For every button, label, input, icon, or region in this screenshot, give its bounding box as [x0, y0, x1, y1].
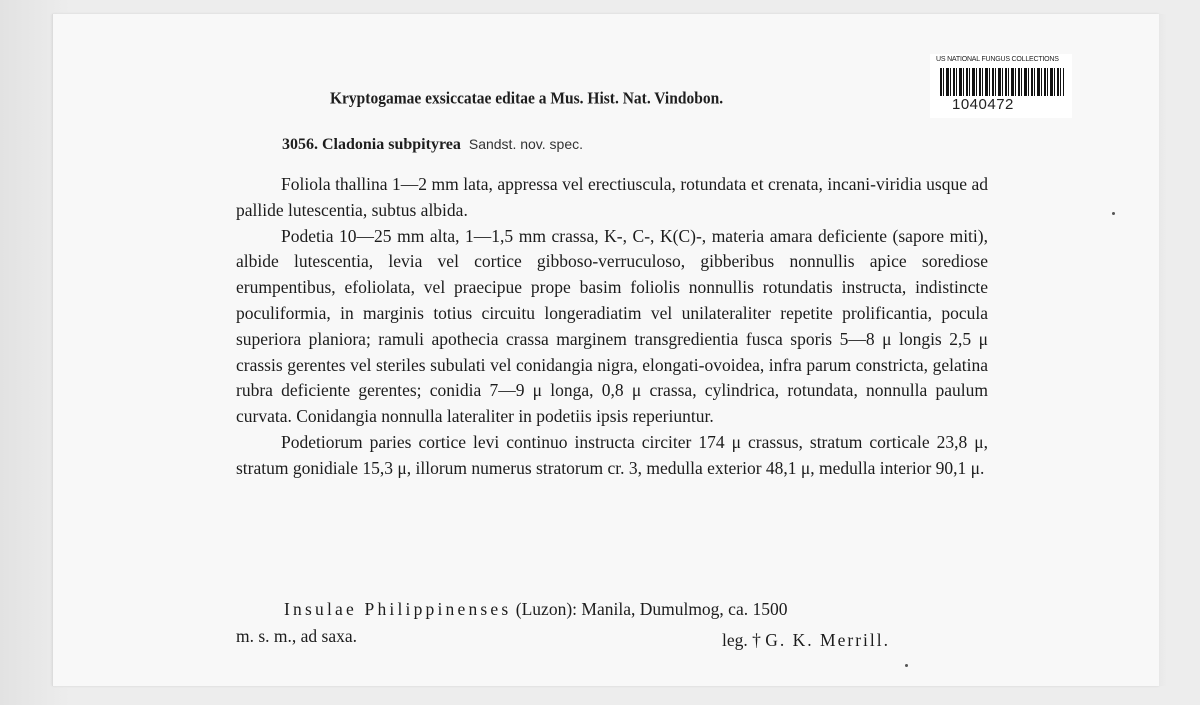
collector-prefix: leg. † — [722, 630, 766, 650]
description-paragraph: Podetia 10—25 mm alta, 1—1,5 mm crassa, K-, C-, K(C)-, materia amara deficiente (sapore miti), albide lutescentia, levia vel cortice gibboso-verruculoso, gibberibus nonnullis apice sorediose erumpentibus, efoliolata, vel praecipue prope basim foliolis nonnullis rotundatis instructa, indistincte poculiformia, in marginis totius circuitu longeradiatim vel unilateraliter repetite prolificantia, pocula superiora planiora; ramuli apothecia crassa marginem transgredientia fusca sporis 5—8 μ longis 2,5 μ crassis gerentes vel steriles subulati vel conidangia nigra, elongati-ovoidea, infra parum constricta, gelatina rubra deficiente gerentes; conidia 7—9 μ longa, 0,8 μ crassa, cylindrica, rotundata, nonnulla paulum curvata. Conidangia nonnulla lateraliter in podetiis ipsis reperiuntur. — [236, 225, 988, 427]
barcode-number: 1040472 — [952, 96, 1014, 113]
description-body — [236, 172, 988, 482]
barcode-header: US NATIONAL FUNGUS COLLECTIONS — [936, 56, 1059, 63]
description-paragraph: Podetiorum paries cortice levi continuo instructa circiter 174 μ crassus, stratum corticale 23,8 μ, stratum gonidiale 15,3 μ, illorum numerus stratorum cr. 3, medulla exterior 48,1 μ, medulla interior 90,1 μ. — [236, 431, 988, 478]
paper-speck — [1112, 212, 1115, 215]
collector-line — [722, 630, 890, 651]
species-author: Sandst. nov. spec. — [468, 136, 583, 152]
species-name: Cladonia subpityrea — [322, 136, 461, 153]
locality-place: Manila, Dumulmog, ca. 1500 — [581, 599, 788, 619]
locality-line — [284, 599, 787, 620]
description-paragraph: Foliola thallina 1—2 mm lata, appressa vel erectiuscula, rotundata et crenata, incani-viridia usque ad pallide lutescentia, subtus albida. — [236, 174, 988, 220]
locality-region: Insulae Philippinenses — [284, 599, 512, 619]
barcode-sticker — [930, 54, 1072, 118]
locality-island: (Luzon): — [515, 599, 578, 619]
species-heading — [282, 136, 583, 154]
collector-name: G. K. Merrill. — [765, 630, 890, 650]
barcode-bars-icon — [940, 68, 1064, 96]
locality-elevation: m. s. m., ad saxa. — [236, 626, 358, 646]
paper-speck — [905, 664, 908, 667]
species-number: 3056. — [282, 136, 318, 153]
label-edge — [1159, 14, 1167, 686]
label-title: Kryptogamae exsiccatae editae a Mus. Hist. Nat. Vindobon. — [330, 89, 724, 108]
